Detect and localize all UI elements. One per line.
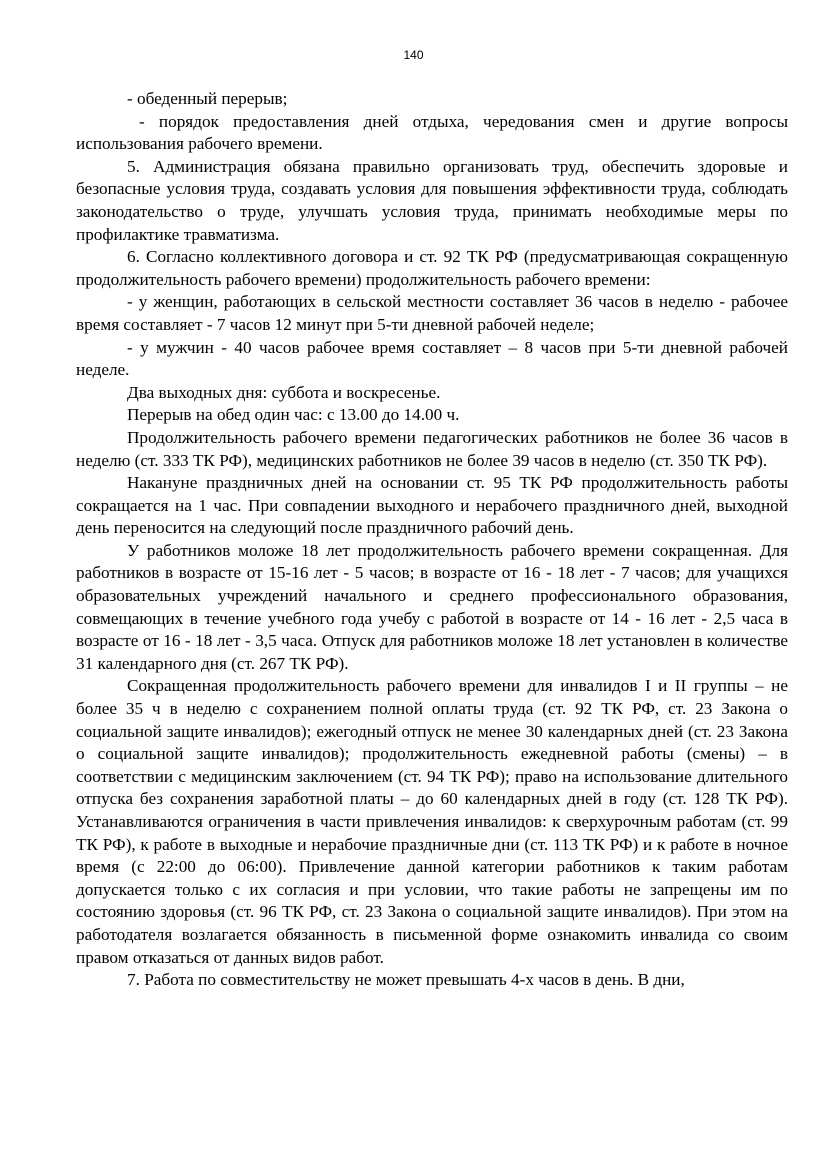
paragraph-days-off: Два выходных дня: суббота и воскресенье. (127, 382, 441, 402)
document-body (76, 88, 788, 992)
paragraph-men-hours: - у мужчин - 40 часов рабочее время составляет – 8 часов при 5-ти дневной рабочей неделе. (76, 337, 788, 380)
paragraph-lunch: Перерыв на обед один час: с 13.00 до 14.00 ч. (127, 405, 460, 425)
paragraph-rest-days: - порядок предоставления дней отдыха, чередования смен и другие вопросы использования рабочего времени. (76, 111, 788, 154)
paragraph-7: 7. Работа по совместительству не может превышать 4-х часов в день. В дни, (127, 970, 685, 990)
page-number: 140 (403, 48, 424, 62)
paragraph-women-hours: - у женщин, работающих в сельской местности составляет 36 часов в неделю - рабочее время составляет - 7 часов 12 минут при 5-ти дневной рабочей неделе; (76, 292, 788, 334)
paragraph-disabled: Сокращенная продолжительность рабочего времени для инвалидов I и II группы – не более 35 ч в неделю с сохранением полной оплаты труда (ст. 92 ТК РФ, ст. 23 Закона о социальной защите инвалидов); ежегодный отпуск не менее 30 календарных дней (ст. 23 Закона о социальной защите инвалидов); продолжительность ежедневной работы (смены) – в соответствии с медицинским заключением (ст. 94 ТК РФ); право на использование длительного отпуска без сохранения заработной платы – до 60 календарных дней в году (ст. 128 ТК РФ). Устанавливаются ограничения в части привлечения инвалидов: к сверхурочным работам (ст. 99 ТК РФ), к работе в выходные и нерабочие праздничные дни (ст. 113 ТК РФ) и к работе в ночное время (с 22:00 до 06:00). Привлечение данной категории работников к таким работам допускается только с их согласия и при условии, что такие работы не запрещены им по состоянию здоровья (ст. 96 ТК РФ, ст. 23 Закона о социальной защите инвалидов). При этом на работодателя возлагается обязанность в письменной форме ознакомить инвалида со своим правом отказаться от данных видов работ. (76, 676, 788, 967)
paragraph-minors: У работников моложе 18 лет продолжительность рабочего времени сокращенная. Для работников в возрасте от 15-16 лет - 5 часов; в возрасте от 16 - 18 лет - 7 часов; для учащихся образовательных учреждений начального и среднего профессионального образования, совмещающих в течение учебного года учебу с работой в возрасте от 14 - 16 лет - 2,5 часа в возрасте от 16 - 18 лет - 3,5 часа. Отпуск для работников моложе 18 лет установлен в количестве 31 календарного дня (ст. 267 ТК РФ). (76, 540, 788, 673)
paragraph-5: 5. Администрация обязана правильно организовать труд, обеспечить здоровые и безопасные условия труда, создавать условия для повышения эффективности труда, соблюдать законодательство о труде, улучшать условия труда, принимать необходимые меры по профилактике травматизма. (76, 156, 788, 244)
paragraph-6: 6. Согласно коллективного договора и ст. 92 ТК РФ (предусматривающая сокращенную продолжительность рабочего времени) продолжительность рабочего времени: (76, 247, 788, 289)
paragraph-teachers-medics: Продолжительность рабочего времени педагогических работников не более 36 часов в неделю (ст. 333 ТК РФ), медицинских работников не более 39 часов в неделю (ст. 350 ТК РФ). (76, 427, 788, 470)
paragraph-holidays: Накануне праздничных дней на основании ст. 95 ТК РФ продолжительность работы сокращается на 1 час. При совпадении выходного и нерабочего праздничного дней, выходной день переносится на следующий после праздничного рабочий день. (76, 473, 788, 538)
paragraph-lunch-break: - обеденный перерыв; (127, 89, 288, 108)
